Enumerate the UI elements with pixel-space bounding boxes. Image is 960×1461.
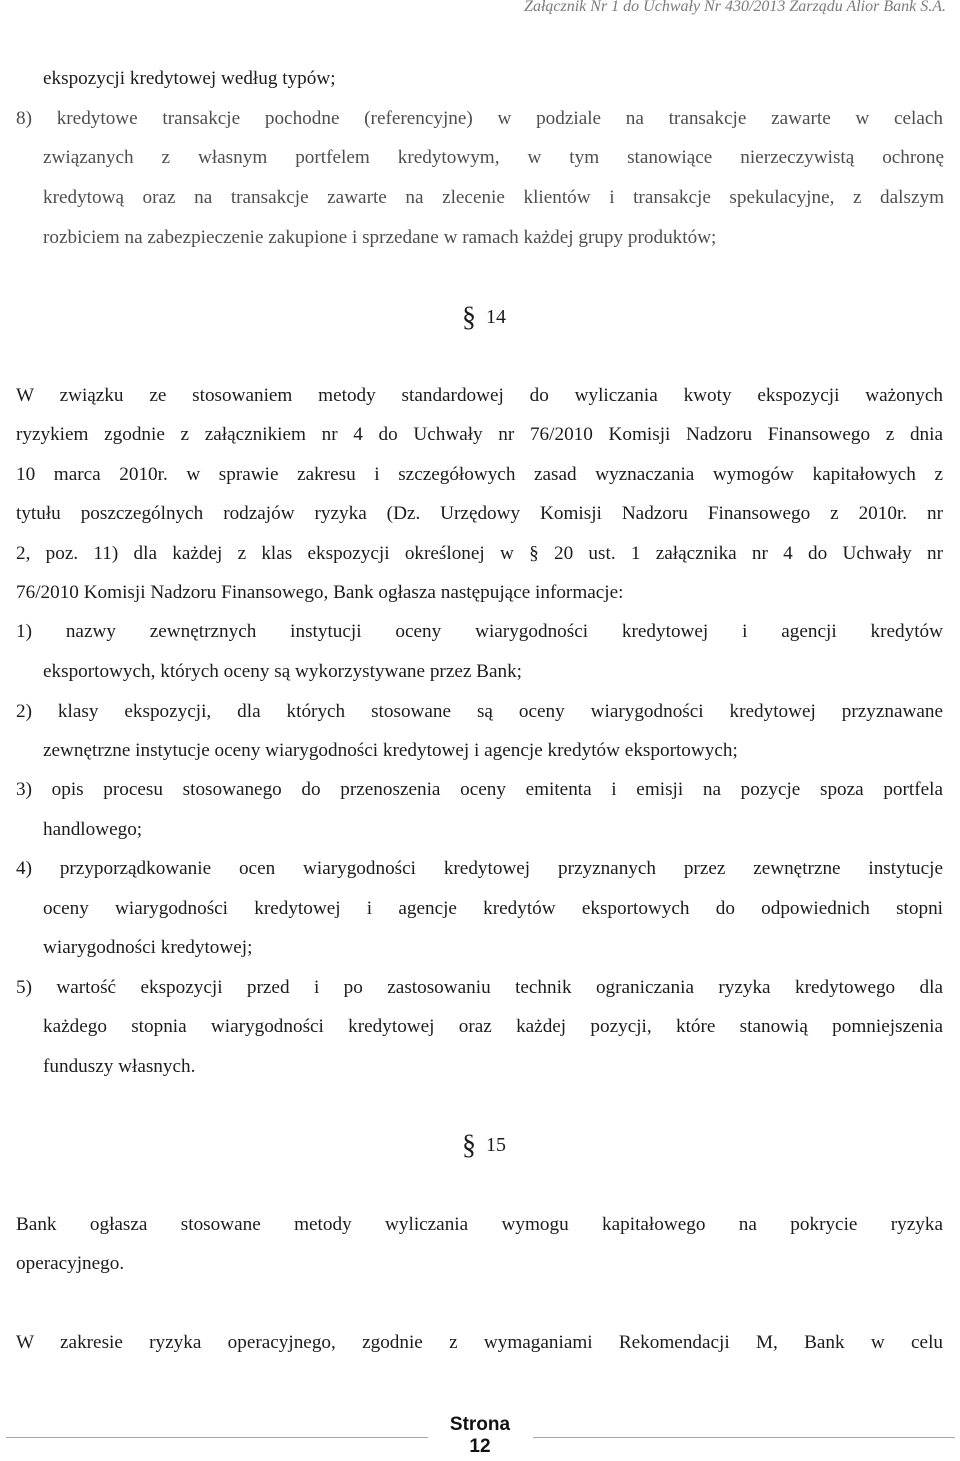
paragraph-line: ryzykiem zgodnie z załącznikiem nr 4 do Uchwały nr 76/2010 Komisji Nadzoru Finansowego z dnia	[16, 424, 943, 445]
list-item-1: 1) nazwy zewnętrznych instytucji oceny wiarygodności kredytowej i agencji kredytów	[16, 621, 943, 642]
text-line: związanych z własnym portfelem kredytowym, w tym stanowiące nierzeczywistą ochronę	[43, 147, 944, 168]
list-item-5-cont: funduszy własnych.	[43, 1056, 196, 1077]
section-symbol: §	[462, 302, 476, 333]
paragraph-line: 76/2010 Komisji Nadzoru Finansowego, Bank ogłasza następujące informacje:	[16, 582, 624, 603]
paragraph-line: W związku ze stosowaniem metody standardowej do wyliczania kwoty ekspozycji ważonych	[16, 385, 943, 406]
list-item-2-cont: zewnętrzne instytucje oceny wiarygodności kredytowej i agencje kredytów eksportowych;	[43, 740, 738, 761]
section-15-heading	[462, 1132, 506, 1159]
paragraph-line: Bank ogłasza stosowane metody wyliczania wymogu kapitałowego na pokrycie ryzyka	[16, 1214, 943, 1235]
list-item-1-cont: eksportowych, których oceny są wykorzystywane przez Bank;	[43, 661, 523, 682]
list-item-4-cont: wiarygodności kredytowej;	[43, 937, 253, 958]
footer-rule-left	[6, 1437, 428, 1438]
list-item-2: 2) klasy ekspozycji, dla których stosowane są oceny wiarygodności kredytowej przyznawane	[16, 701, 943, 722]
page-footer	[0, 1410, 960, 1461]
paragraph-line: operacyjnego.	[16, 1253, 125, 1274]
section-symbol: §	[462, 1130, 476, 1161]
list-item-4: 4) przyporządkowanie ocen wiarygodności kredytowej przyznanych przez zewnętrzne instytucje	[16, 858, 943, 879]
paragraph-line: 10 marca 2010r. w sprawie zakresu i szczegółowych zasad wyznaczania wymogów kapitałowych z	[16, 464, 943, 485]
page-number-value: 12	[469, 1436, 491, 1457]
page-number	[430, 1414, 530, 1458]
paragraph-line: tytułu poszczególnych rodzajów ryzyka (Dz. Urzędowy Komisji Nadzoru Finansowego z 2010r. nr	[16, 503, 943, 524]
list-item-4-cont: oceny wiarygodności kredytowej i agencje kredytów eksportowych do odpowiednich stopni	[43, 898, 943, 919]
section-14-heading	[462, 304, 506, 331]
text-line: ekspozycji kredytowej według typów;	[43, 68, 336, 89]
page-label: Strona	[449, 1414, 511, 1435]
list-item-3: 3) opis procesu stosowanego do przenoszenia oceny emitenta i emisji na pozycje spoza portfela	[16, 779, 943, 800]
section-number: 14	[486, 306, 506, 328]
list-item-5-cont: każdego stopnia wiarygodności kredytowej oraz każdej pozycji, które stanowią pomniejszenia	[43, 1016, 943, 1037]
text-line: rozbiciem na zabezpieczenie zakupione i sprzedane w ramach każdej grupy produktów;	[43, 227, 717, 248]
footer-rule-right	[533, 1437, 955, 1438]
list-item-5: 5) wartość ekspozycji przed i po zastosowaniu technik ograniczania ryzyka kredytowego dla	[16, 977, 943, 998]
paragraph-line: 2, poz. 11) dla każdej z klas ekspozycji określonej w § 20 ust. 1 załącznika nr 4 do Uchwały nr	[16, 543, 943, 564]
section-number: 15	[486, 1134, 506, 1156]
paragraph-line: W zakresie ryzyka operacyjnego, zgodnie z wymaganiami Rekomendacji M, Bank w celu	[16, 1332, 943, 1353]
list-item-3-cont: handlowego;	[43, 819, 143, 840]
document-header: Załącznik Nr 1 do Uchwały Nr 430/2013 Zarządu Alior Bank S.A.	[524, 0, 946, 15]
list-item-8: 8) kredytowe transakcje pochodne (referencyjne) w podziale na transakcje zawarte w celach	[16, 108, 943, 129]
text-line: kredytową oraz na transakcje zawarte na zlecenie klientów i transakcje spekulacyjne, z dalszym	[43, 187, 944, 208]
